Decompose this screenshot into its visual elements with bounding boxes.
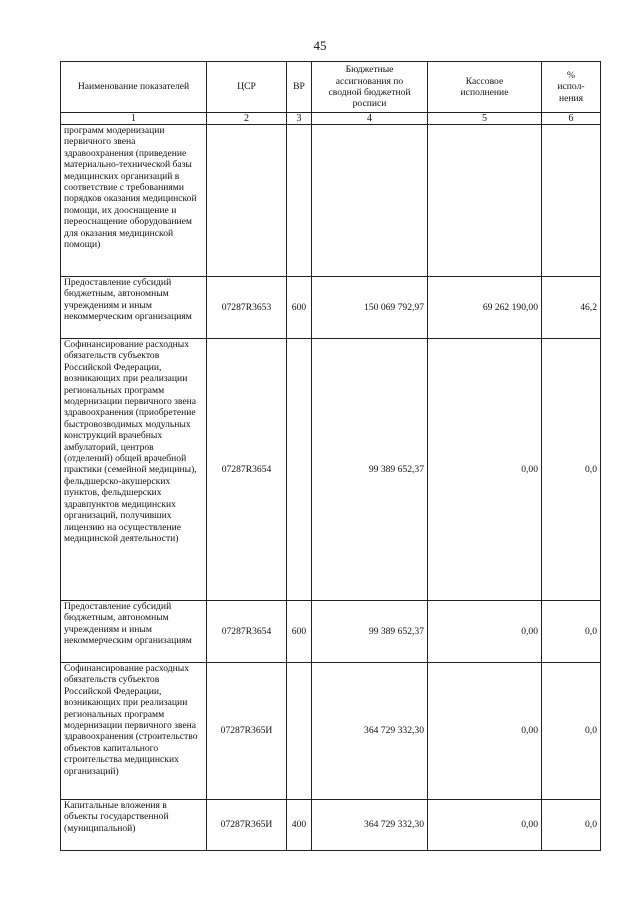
header-pct-line: нения <box>558 92 584 104</box>
row-vr <box>287 339 312 601</box>
row-csr: 07287R365И <box>207 663 287 800</box>
row-pct: 0,0 <box>542 339 601 601</box>
row-pct: 0,0 <box>542 601 601 663</box>
row-cash: 0,00 <box>428 339 542 601</box>
row-cash: 0,00 <box>428 663 542 800</box>
header-cash <box>428 62 542 113</box>
header-row <box>61 62 601 113</box>
row-cash: 0,00 <box>428 800 542 851</box>
table-row <box>61 663 601 800</box>
row-csr <box>207 125 287 277</box>
row-name: Софинансирование расходных обязательств субъектов Российской Федерации, возникающих при реализации региональных программ модернизации первичного звена здравоохранения (приобретение быстровозводимых модульных конструкций врачебных амбулаторий, центров (отделений) общей врачебной практики (семейной медицины), фельдшерско-акушерских пунктов, фельдшерских здравпунктов медицинских организаций, получивших лицензию на осуществление медицинской деятельности) <box>61 339 207 601</box>
row-vr: 400 <box>287 800 312 851</box>
table-row <box>61 800 601 851</box>
row-pct <box>542 125 601 277</box>
column-number: 1 <box>61 113 207 125</box>
row-budget <box>312 125 428 277</box>
row-cash <box>428 125 542 277</box>
header-budget-line: ассигнования по <box>335 75 404 87</box>
row-name: Предоставление субсидий бюджетным, автономным учреждениям и иным некоммерческим организациям <box>61 277 207 339</box>
table-row <box>61 601 601 663</box>
header-vr: ВР <box>287 62 312 113</box>
column-number: 6 <box>542 113 601 125</box>
header-budget-line: Бюджетные <box>345 64 394 76</box>
column-number: 3 <box>287 113 312 125</box>
column-number: 4 <box>312 113 428 125</box>
header-pct-line: % <box>567 69 575 81</box>
row-name: Предоставление субсидий бюджетным, автономным учреждениям и иным некоммерческим организациям <box>61 601 207 663</box>
row-budget: 99 389 652,37 <box>312 601 428 663</box>
row-name: Софинансирование расходных обязательств субъектов Российской Федерации, возникающих при реализации региональных программ модернизации первичного звена здравоохранения (строительство объектов капитального строительства медицинских организаций) <box>61 663 207 800</box>
header-budget-line: сводной бюджетной <box>328 87 411 98</box>
row-csr: 07287R3654 <box>207 601 287 663</box>
row-pct: 46,2 <box>542 277 601 339</box>
row-cash: 0,00 <box>428 601 542 663</box>
row-vr: 600 <box>287 277 312 339</box>
header-pct-line: испол- <box>557 81 585 93</box>
page-number: 45 <box>313 38 327 53</box>
row-pct: 0,0 <box>542 800 601 851</box>
row-csr: 07287R3653 <box>207 277 287 339</box>
table-row <box>61 339 601 601</box>
row-cash: 69 262 190,00 <box>428 277 542 339</box>
header-cash-line: исполнение <box>460 87 509 98</box>
header-pct <box>542 62 601 113</box>
column-number: 5 <box>428 113 542 125</box>
row-csr: 07287R3654 <box>207 339 287 601</box>
row-budget: 364 729 332,30 <box>312 663 428 800</box>
header-csr: ЦСР <box>207 62 287 113</box>
column-number: 2 <box>207 113 287 125</box>
row-vr: 600 <box>287 601 312 663</box>
row-vr <box>287 125 312 277</box>
row-budget: 364 729 332,30 <box>312 800 428 851</box>
row-name: Капитальные вложения в объекты государственной (муниципальной) <box>61 800 207 851</box>
row-budget: 99 389 652,37 <box>312 339 428 601</box>
row-name: программ модернизации первичного звена здравоохранения (приведение материально-технической базы медицинских организаций в соответствие с требованиями порядков оказания медицинской помощи, их дооснащение и переоснащение оборудованием для оказания медицинской помощи) <box>61 125 207 277</box>
column-number-row <box>61 113 601 125</box>
table-row <box>61 277 601 339</box>
row-pct: 0,0 <box>542 663 601 800</box>
row-vr <box>287 663 312 800</box>
row-budget: 150 069 792,97 <box>312 277 428 339</box>
header-name: Наименование показателей <box>61 62 207 113</box>
row-csr: 07287R365И <box>207 800 287 851</box>
budget-execution-table <box>60 61 601 851</box>
header-budget-line: росписи <box>352 98 387 110</box>
header-cash-line: Кассовое <box>465 75 504 87</box>
table-row <box>61 125 601 277</box>
header-budget <box>312 62 428 113</box>
